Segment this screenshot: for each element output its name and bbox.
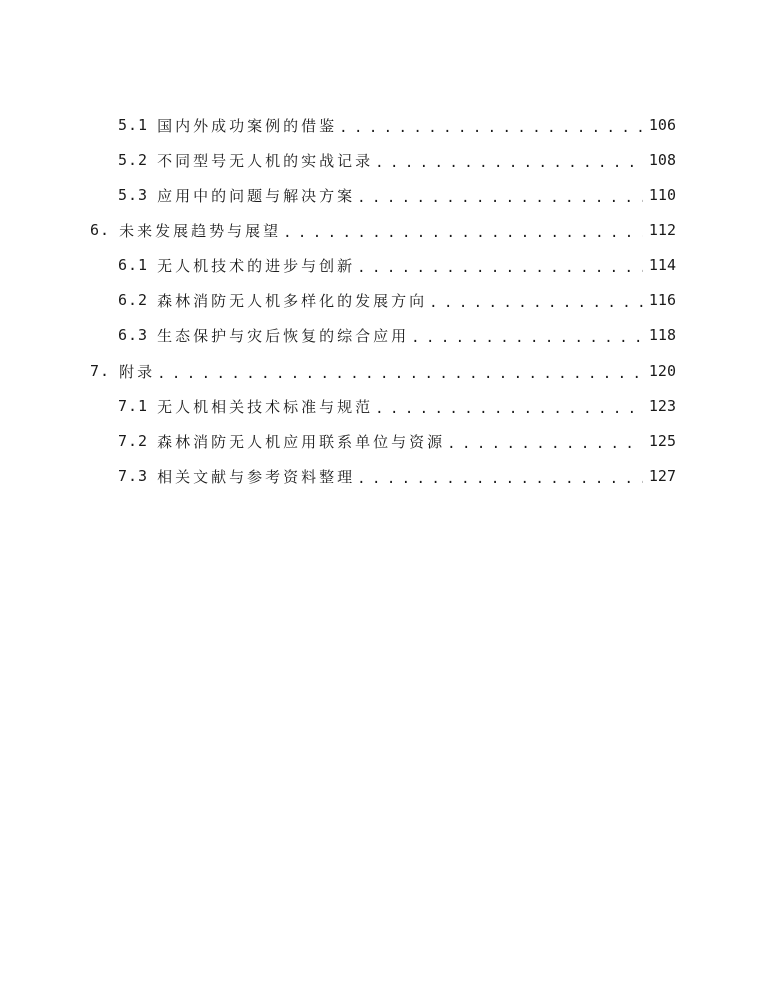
toc-entry-title: 未来发展趋势与展望 [119, 221, 282, 240]
toc-entry-6-2[interactable] [118, 288, 676, 312]
toc-entry-7-3[interactable] [118, 464, 676, 488]
toc-entry-title: 森林消防无人机应用联系单位与资源 [157, 432, 446, 451]
toc-entry-5-1[interactable] [118, 113, 676, 137]
toc-dot-leader [157, 364, 643, 382]
toc-entry-page: 118 [648, 326, 676, 344]
toc-entry-page: 125 [648, 432, 676, 450]
toc-entry-page: 127 [648, 467, 676, 485]
toc-entry-7-2[interactable] [118, 429, 676, 453]
toc-dot-leader [357, 188, 643, 206]
toc-entry-number: 7. [90, 362, 111, 380]
toc-entry-number: 5.2 [118, 151, 149, 169]
toc-entry-number: 7.1 [118, 397, 149, 415]
toc-dot-leader [339, 118, 643, 136]
toc-entry-page: 120 [648, 362, 676, 380]
toc-dot-leader [411, 328, 643, 346]
toc-entry-title: 应用中的问题与解决方案 [157, 186, 356, 205]
toc-entry-title: 森林消防无人机多样化的发展方向 [157, 291, 428, 310]
toc-entry-7-1[interactable] [118, 394, 676, 418]
toc-entry-5-2[interactable] [118, 148, 676, 172]
toc-dot-leader [375, 153, 643, 171]
toc-entry-page: 116 [648, 291, 676, 309]
toc-entry-6-1[interactable] [118, 253, 676, 277]
toc-entry-number: 5.1 [118, 116, 149, 134]
toc-entry-6-3[interactable] [118, 323, 676, 347]
toc-entry-page: 123 [648, 397, 676, 415]
toc-entry-6[interactable] [90, 218, 676, 242]
toc-dot-leader [375, 399, 643, 417]
toc-entry-title: 附录 [119, 362, 156, 381]
toc-entry-5-3[interactable] [118, 183, 676, 207]
toc-entry-page: 112 [648, 221, 676, 239]
toc-dot-leader [447, 434, 643, 452]
toc-entry-7[interactable] [90, 359, 676, 383]
toc-entry-title: 无人机相关技术标准与规范 [157, 397, 374, 416]
toc-entry-number: 7.3 [118, 467, 149, 485]
toc-dot-leader [357, 258, 643, 276]
toc-dot-leader [429, 293, 643, 311]
toc-entry-page: 110 [648, 186, 676, 204]
toc-entry-number: 6.3 [118, 326, 149, 344]
toc-dot-leader [283, 223, 643, 241]
toc-entry-number: 5.3 [118, 186, 149, 204]
toc-entry-number: 6. [90, 221, 111, 239]
toc-entry-title: 不同型号无人机的实战记录 [157, 151, 374, 170]
toc-entry-number: 6.2 [118, 291, 149, 309]
toc-entry-title: 无人机技术的进步与创新 [157, 256, 356, 275]
toc-entry-page: 106 [648, 116, 676, 134]
toc-entry-number: 6.1 [118, 256, 149, 274]
toc-entry-title: 国内外成功案例的借鉴 [157, 116, 338, 135]
toc-entry-number: 7.2 [118, 432, 149, 450]
toc-entry-page: 114 [648, 256, 676, 274]
toc-entry-title: 相关文献与参考资料整理 [157, 467, 356, 486]
toc-dot-leader [357, 469, 643, 487]
toc-entry-title: 生态保护与灾后恢复的综合应用 [157, 326, 410, 345]
toc-entry-page: 108 [648, 151, 676, 169]
